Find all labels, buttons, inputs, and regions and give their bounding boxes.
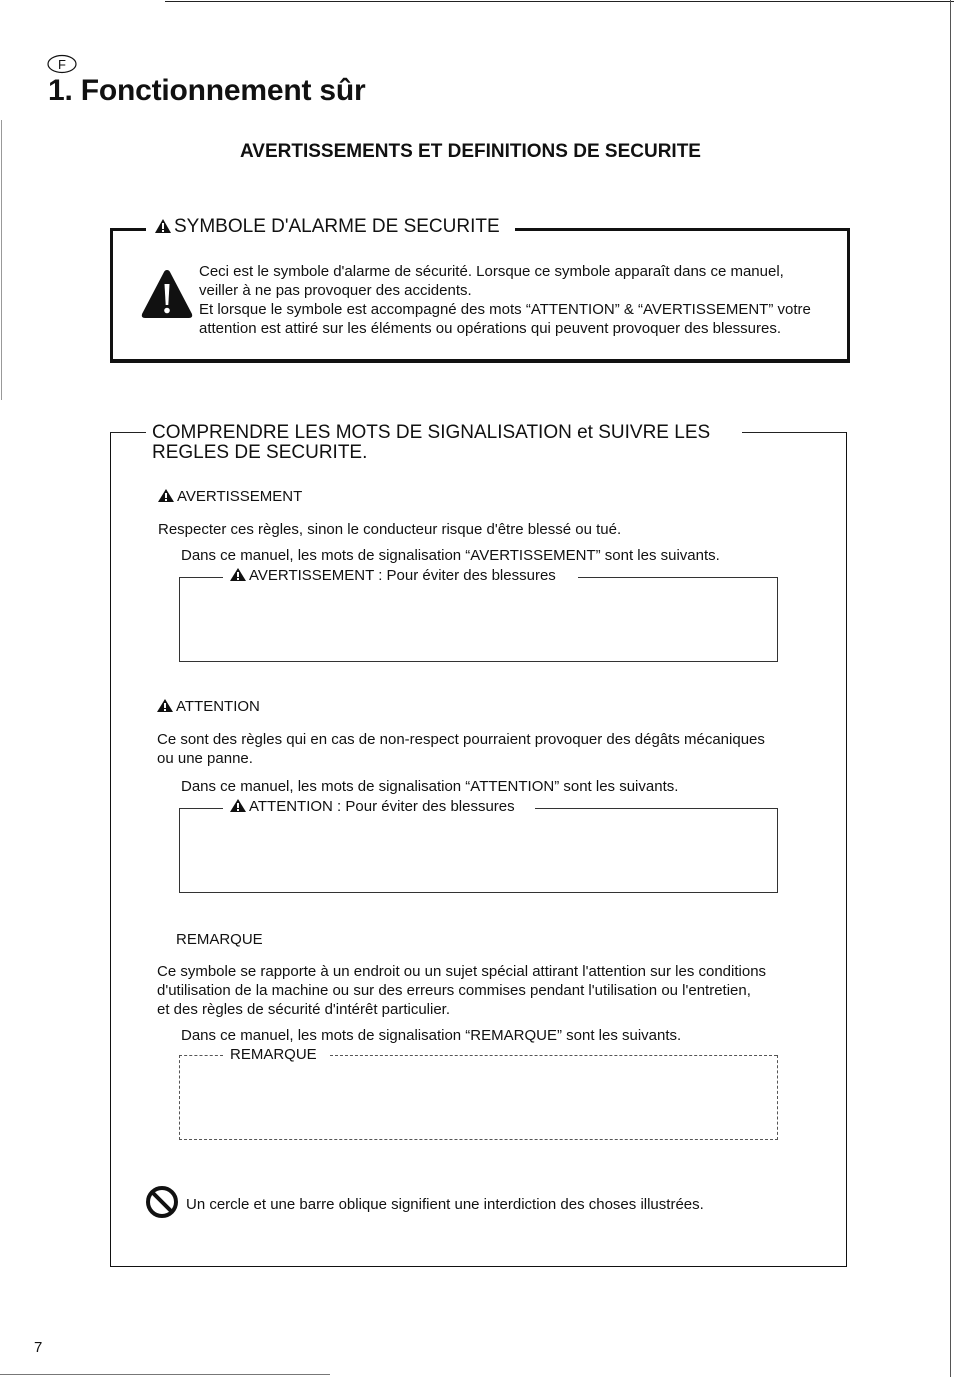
note-description-line-3: et des règles de sécurité d'intérêt particulier. [157,1001,451,1018]
caution-description-line-2: ou une panne. [157,750,253,767]
language-badge [47,54,77,74]
note-description-line-1: Ce symbole se rapporte à un endroit ou un sujet spécial attirant l'attention sur les conditions [157,963,767,980]
warning-label-text: AVERTISSEMENT [177,488,303,505]
page-number: 7 [34,1339,43,1356]
warning-example-box [179,577,778,662]
alarm-box-top-left [110,228,146,231]
alarm-box-title [152,216,502,238]
warning-triangle-icon [140,268,194,320]
prohibition-text: Un cercle et une barre oblique signifient une interdiction des choses illustrées. [186,1196,704,1213]
language-badge-letter: F [58,57,66,72]
signal-box-title [152,423,714,463]
note-example-top-right [330,1055,777,1056]
caution-description-line-1: Ce sont des règles qui en cas de non-respect pourraient provoquer des dégâts mécaniques [157,731,765,748]
warning-triangle-icon [154,218,172,234]
alarm-line-2: veiller à ne pas provoquer des accidents. [199,282,472,299]
caution-label [156,698,260,715]
bottom-rule [0,1374,330,1375]
alarm-box-title-text: SYMBOLE D'ALARME DE SECURITE [174,216,500,237]
signal-box-title-line-1: COMPRENDRE LES MOTS DE SIGNALISATION et SUIVRE LES [152,422,711,443]
caution-example-top-left [179,808,223,809]
caution-description [157,730,765,768]
note-example-label: REMARQUE [228,1046,323,1063]
warning-example-label-text: AVERTISSEMENT : Pour éviter des blessures [249,567,556,584]
warning-triangle-icon [157,488,175,503]
note-description-line-2: d'utilisation de la machine ou sur des erreurs commises pendant l'utilisation ou l'entretien, [157,982,751,999]
signal-box-top-right [742,432,846,433]
note-example-box [179,1055,778,1140]
top-rule [165,1,954,2]
warning-usage: Dans ce manuel, les mots de signalisation “AVERTISSEMENT” sont les suivants. [181,547,720,564]
note-example-top-left [179,1055,223,1056]
note-description [157,962,766,1019]
warning-example-label [227,567,560,584]
page-title: 1. Fonctionnement sûr [48,74,366,107]
warning-triangle-icon [229,798,247,813]
note-usage: Dans ce manuel, les mots de signalisation “REMARQUE” sont les suivants. [181,1027,682,1044]
alarm-line-4: attention est attiré sur les éléments ou opérations qui peuvent provoquer des blessures. [199,320,782,337]
warning-description: Respecter ces règles, sinon le conducteur risque d'être blessé ou tué. [158,521,622,538]
right-edge-rule [950,0,951,1377]
caution-example-label [227,798,519,815]
warning-example-top-left [179,577,223,578]
warning-example-top-right [578,577,777,578]
left-edge-rule [1,120,2,400]
warning-triangle-icon [156,698,174,713]
prohibition-icon [145,1185,179,1219]
alarm-line-3: Et lorsque le symbole est accompagné des mots “ATTENTION” & “AVERTISSEMENT” votre [199,301,811,318]
caution-usage: Dans ce manuel, les mots de signalisation “ATTENTION” sont les suivants. [181,778,679,795]
note-label: REMARQUE [176,931,263,948]
warning-label [157,488,302,505]
caution-example-box [179,808,778,893]
signal-box-title-line-2: REGLES DE SECURITE. [152,442,368,463]
caution-label-text: ATTENTION [176,698,260,715]
signal-box-top-left [110,432,146,433]
alarm-box-text [199,262,849,338]
alarm-box-top-right [515,228,847,231]
caution-example-top-right [535,808,777,809]
alarm-line-1: Ceci est le symbole d'alarme de sécurité. Lorsque ce symbole apparaît dans ce manuel, [199,263,784,280]
warning-triangle-icon [229,567,247,582]
caution-example-label-text: ATTENTION : Pour éviter des blessures [249,798,515,815]
section-heading: AVERTISSEMENTS ET DEFINITIONS DE SECURITE [240,141,701,162]
